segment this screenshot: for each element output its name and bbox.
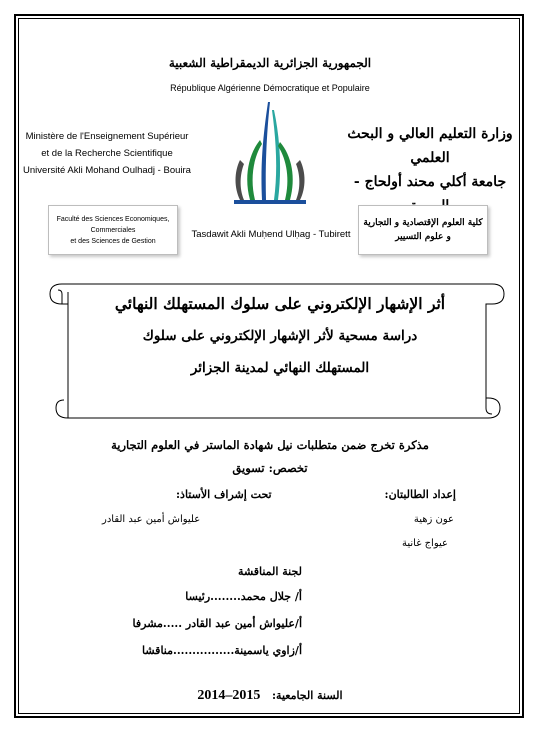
- republic-name-french: République Algérienne Démocratique et Populaire: [170, 83, 370, 93]
- ministry-fr-line3: Université Akli Mohand Oulhadj - Bouira: [23, 165, 191, 176]
- faculty-ar-line1: كلية العلوم الإقتصادية و التجارية: [363, 218, 483, 228]
- university-name-tamazight: Tasdawit Akli Muḥend Ulḥag - Tubirett: [191, 229, 351, 240]
- ministry-fr-line1: Ministère de l'Enseignement Supérieur: [25, 131, 189, 142]
- ministry-french-block: [22, 128, 192, 179]
- students-label: إعداد الطالبتان:: [384, 488, 456, 501]
- thesis-subtitle-line1: دراسة مسحية لأثر الإشهار الإلكتروني على سلوك: [142, 328, 418, 344]
- faculty-box-arabic: [358, 205, 488, 255]
- supervisor-label: تحت إشراف الأستاذ:: [176, 488, 272, 501]
- academic-year-label: السنة الجامعية:: [271, 689, 343, 702]
- faculty-ar-line2: و علوم التسيير: [395, 232, 451, 242]
- committee-member: أ/زاوي ياسمينة................مناقشا: [142, 644, 302, 657]
- ministry-arabic-block: [340, 122, 520, 218]
- ministry-ar-line1: وزارة التعليم العالي و البحث العلمي: [347, 126, 513, 166]
- ministry-ar-line2: جامعة أكلي محند أولحاج -: [353, 174, 507, 190]
- academic-year-value: 2015–2014: [197, 688, 261, 703]
- academic-year-row: [0, 684, 540, 704]
- faculty-fr-line2: et des Sciences de Gestion: [70, 237, 156, 245]
- thesis-title: أثر الإشهار الإلكتروني على سلوك المستهلك النهائي: [114, 294, 446, 313]
- committee-title: لجنة المناقشة: [238, 565, 302, 578]
- thesis-subtitle-line2: المستهلك النهائي لمدينة الجزائر: [190, 360, 370, 376]
- supervisor-name: عليواش أمين عبد القادر: [102, 514, 201, 525]
- ministry-fr-line2: et de la Recherche Scientifique: [41, 148, 173, 159]
- university-logo-icon: [220, 100, 320, 210]
- speciality: تخصص: تسويق: [232, 461, 308, 475]
- republic-name-arabic: الجمهورية الجزائرية الديمقراطية الشعبية: [168, 56, 372, 70]
- faculty-fr-line1: Faculté des Sciences Economiques, Commerciales: [56, 215, 170, 234]
- student-name: عون زهية: [413, 514, 454, 525]
- memo-description: مذكرة تخرج ضمن متطلبات نيل شهادة الماستر في العلوم التجارية: [111, 438, 429, 452]
- faculty-box-french: [48, 205, 178, 255]
- committee-member: أ/ جلال محمد........رئيسا: [185, 590, 302, 603]
- student-name: عيواج غانية: [401, 538, 448, 549]
- committee-member: أ/عليواش أمين عبد القادر .....مشرفا: [132, 617, 302, 630]
